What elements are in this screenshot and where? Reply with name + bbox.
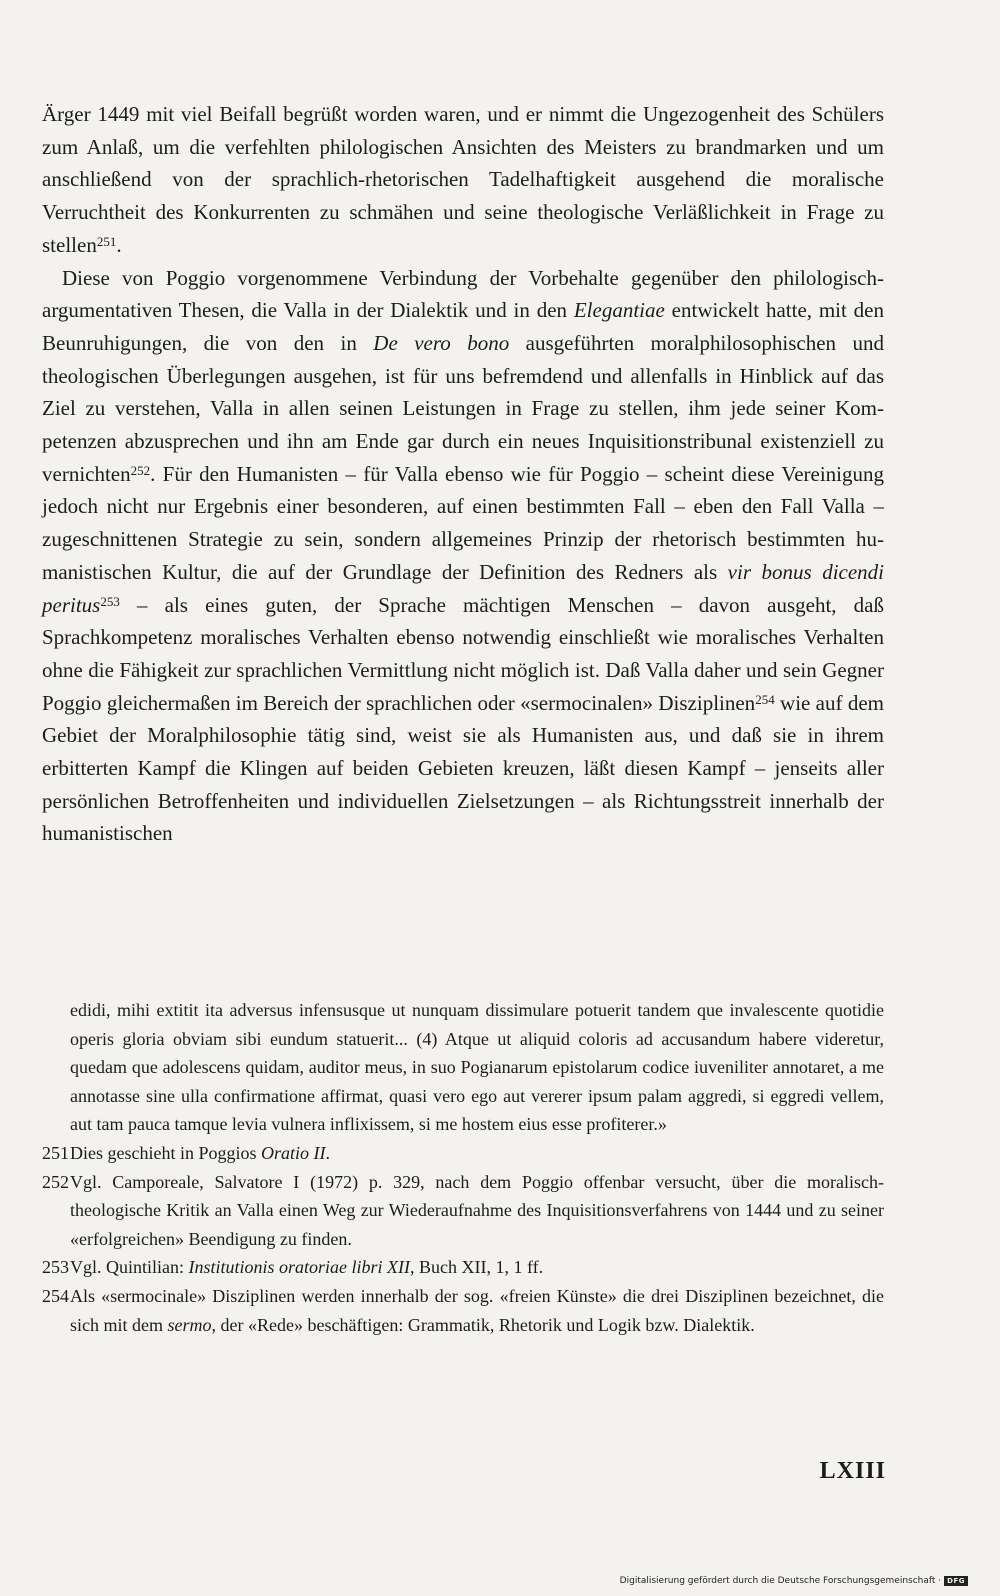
text-run: Vgl. Camporeale, Salvatore I (1972) p. 329, nach dem Poggio offenbar versucht, über die moralisch-theologische Kritik an Valla einen Weg zur Wiederaufnahme des Inquisitionsverfahrens von 1444 und zu seiner «erfolgreichen» Beendigung zu finden. <box>70 1171 884 1249</box>
footnote-number: 252 <box>42 1171 69 1192</box>
footnote-252 <box>42 1168 884 1254</box>
text-run: Dies geschieht in Poggios <box>70 1142 261 1163</box>
footnote-number: 253 <box>42 1257 69 1278</box>
footnote-ref[interactable]: 251 <box>96 233 117 249</box>
footnote-ref[interactable]: 254 <box>755 691 775 707</box>
footnote-ref[interactable]: 253 <box>100 593 120 609</box>
footnote-253 <box>42 1253 884 1282</box>
text-run: ausgeführten moralphilosophischen und theologischen Überlegungen ausgehen, ist für uns befremdend und allenfalls in Hinblick auf das Ziel zu verstehen, Valla in allen seinen Leistungen in Frage zu stellen, ihm jede seiner Kompetenzen abzusprechen und ihn am Ende gar durch ein neues Inquisitionstribunal existenziell zu vernichten <box>42 330 884 486</box>
italic-text: Elegantiae <box>573 298 665 323</box>
footnote-list <box>42 1139 884 1339</box>
text-run: . Für den Humanisten – für Valla ebenso wie für Poggio – scheint diese Vereinigung jedoch nicht nur Ergebnis einer besonderen, auf einen bestimmten Fall – eben den Fall Valla – zugeschnittenen Strategie zu sein, sondern allgemeines Prinzip der rhetorisch bestimmten humanistischen Kultur, die auf der Grundlage der Definition des Redners als <box>42 461 884 584</box>
footnote-251 <box>42 1139 884 1168</box>
text-run: Ärger 1449 mit viel Beifall begrüßt worden waren, und er nimmt die Ungezogenheit des Schülers zum Anlaß, um die verfehlten philologischen Ansichten des Meisters zu brandmarken und um anschließend von der sprachlich-rhetorischen Tadelhaftigkeit ausgehend die moralische Verruchtheit des Konkurrenten zu schmähen und seine theologische Verläßlichkeit in Frage zu stellen <box>42 102 884 257</box>
paragraph <box>42 262 884 851</box>
footnote-number: 251 <box>42 1142 69 1163</box>
text-run: . <box>325 1142 330 1163</box>
text-run: Als «sermocinale» Disziplinen werden innerhalb der sog. «freien Künste» die drei Disziplinen bezeichnet, die sich mit dem <box>70 1285 884 1335</box>
digitization-credit <box>620 1576 968 1586</box>
main-text <box>42 98 884 850</box>
text-run: – als eines guten, der Sprache mächtigen Menschen – davon ausgeht, daß Sprachkompetenz moralisches Verhalten ebenso notwendig einschließt wie moralisches Verhalten ohne die Fähigkeit zur sprachlichen Vermittlung nicht möglich ist. Daß Valla daher und sein Gegner Poggio gleichermaßen im Bereich der sprachlichen oder «sermocinalen» Disziplinen <box>42 592 884 715</box>
text-run: , Buch XII, 1, 1 ff. <box>410 1257 544 1278</box>
italic-text: vir bonus dicendi peritus <box>42 559 884 617</box>
italic-text: sermo <box>167 1314 212 1335</box>
footnote-ref[interactable]: 252 <box>130 462 151 478</box>
text-run: , der «Rede» beschäftigen: Grammatik, Rhetorik und Logik bzw. Dialektik. <box>211 1314 755 1335</box>
credit-text: Digitalisierung gefördert durch die Deutsche Forschungsgemeinschaft · <box>619 1576 942 1586</box>
footnote-quote-continuation: edidi, mihi extitit ita adversus infensusque ut nunquam dissimulare potuerit tandem que invalescente quotidie operis gloria obviam sibi eundum statuerit... (4) Atque ut aliquid coloris ad accusandum habere videretur, quedam que adolescens quidam, auditor meus, in suo Pogianarum epistolarum codice iuveniliter annotaret, a me annotasse sine ulla confirmatione affirmat, quasi vero ego aut vererer ipsum palam aggredi, si eggredi vellem, aut tam pauca tamque levia vulnera inflixissem, si me hostem eius esse profiterer.» <box>70 1000 884 1135</box>
text-run: Vgl. Quintilian: <box>70 1257 189 1278</box>
paragraph <box>42 98 884 262</box>
footnotes <box>42 996 884 1339</box>
text-run: . <box>116 232 122 257</box>
italic-text: Oratio II <box>261 1142 326 1163</box>
text-run: wie auf dem Gebiet der Moralphilosophie tätig sind, weist sie als Humanisten aus, und daß sie in ihrem erbitterten Kampf die Klingen auf beiden Gebieten kreuzen, läßt diesen Kampf – jenseits aller persönlichen Betroffenheiten und individuellen Zielsetzungen – als Richtungsstreit innerhalb der humanistischen <box>42 690 884 846</box>
page-number: LXIII <box>819 1458 886 1484</box>
dfg-logo-icon: DFG <box>944 1576 968 1586</box>
footnote-number: 254 <box>42 1285 69 1306</box>
text-run: Diese von Poggio vorgenommene Verbindung der Vorbehalte gegenüber den philologisch-argumentativen Thesen, die Valla in der Dialektik und in den <box>42 265 884 323</box>
italic-text: Institutionis oratoriae libri XII <box>188 1257 411 1278</box>
text-run: entwickelt hatte, mit den Beunruhigungen, die von den in <box>42 298 884 355</box>
footnote-254 <box>42 1282 884 1339</box>
italic-text: De vero bono <box>373 330 510 355</box>
